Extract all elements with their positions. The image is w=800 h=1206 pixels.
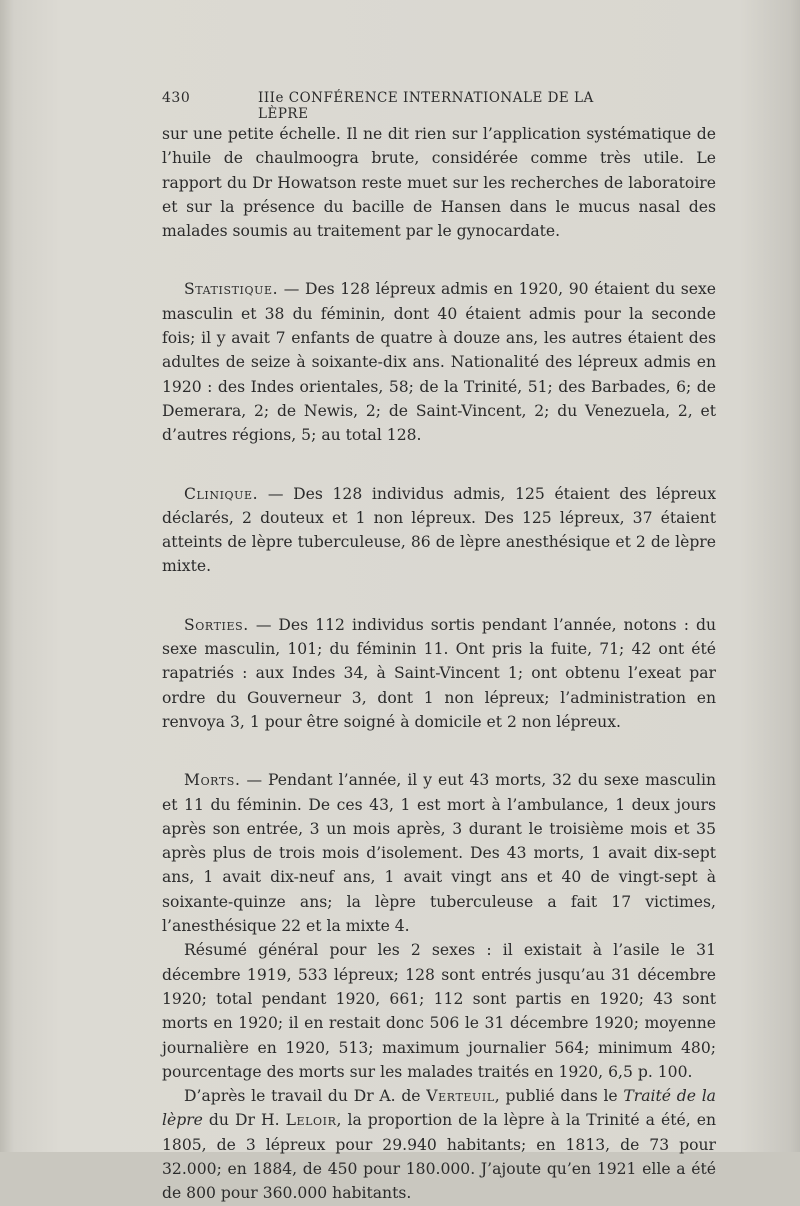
text-morts: — Pendant l’année, il y eut 43 morts, 32 du sexe masculin et 11 du féminin. De ces 43, 1 est mort à l’ambulance, 1 deux jours après son entrée, 3 un mois après, 3 durant le troisième mois et 35 après plus de trois mois d’isolement. Des 43 morts, 1 avait dix-sept ans, 1 avait dix-neuf ans, 1 avait vingt ans et 40 de vingt-sept à soixante-quinze ans; la lèpre tuberculeuse a fait 17 victimes, l’anesthésique 22 et la mixte 4. [162, 771, 716, 936]
paragraph-resume: Résumé général pour les 2 sexes : il existait à l’asile le 31 décembre 1919, 533 lépreux; 128 sont entrés jusqu’au 31 décembre 1920; total pendant 1920, 661; 112 sont partis en 1920; 43 sont morts en 1920; il en restait donc 506 le 31 décembre 1920; moyenne journalière en 1920, 513; maximum journalier 564; minimum 480; pourcentage des morts sur les malades traités en 1920, 6,5 p. 100. [162, 941, 716, 1081]
heading-morts: Morts. [184, 771, 241, 790]
text-sorties: — Des 112 individus sortis pendant l’année, notons : du sexe masculin, 101; du féminin 11. Ont pris la fuite, 71; 42 ont été rapatriés : aux Indes 34, à Saint-Vincent 1; ont obtenu l’exeat par ordre du Gouverneur 3, dont 1 non lépreux; l’administration en renvoya 3, 1 pour être soigné à domicile et 2 non lépreux. [162, 615, 716, 731]
dapres-part-3: du Dr H. [202, 1111, 286, 1130]
paragraph-statistique [162, 277, 716, 447]
running-title: IIIe CONFÉRENCE INTERNATIONALE DE LA LÈPRE [258, 90, 594, 122]
paragraph-clinique [162, 482, 716, 579]
dapres-part-1: D’après le travail du Dr A. de [184, 1087, 427, 1106]
paragraph-morts [162, 768, 716, 938]
body-text [162, 122, 716, 1206]
page-number: 430 [162, 90, 191, 106]
text-statistique: — Des 128 lépreux admis en 1920, 90 étaient du sexe masculin et 38 du féminin, dont 40 étaient admis pour la seconde fois; il y avait 7 enfants de quatre à douze ans, les autres étaient des adultes de seize à soixante-dix ans. Nationalité des lépreux admis en 1920 : des Indes orientales, 58; de la Trinité, 51; des Barbades, 6; de Demerara, 2; de Newis, 2; de Saint-Vincent, 2; du Venezuela, 2, et d’autres régions, 5; au total 128. [162, 280, 716, 445]
heading-sorties: Sorties. [184, 615, 249, 634]
paragraph-dapres [162, 1084, 716, 1205]
paragraph-sorties [162, 613, 716, 734]
dapres-part-2: , publié dans le [494, 1087, 624, 1106]
paragraph-continuation: sur une petite échelle. Il ne dit rien sur l’application systématique de l’huile de chaulmoogra brute, considérée comme très utile. Le rapport du Dr Howatson reste muet sur les recherches de laboratoire et sur la présence du bacille de Hansen dans le mucus nasal des malades soumis au traitement par le gynocardate. [162, 125, 716, 241]
heading-statistique: Statistique. [184, 280, 279, 299]
text-clinique: — Des 128 individus admis, 125 étaient des lépreux déclarés, 2 douteux et 1 non lépreux. Des 125 lépreux, 37 étaient atteints de lèpre tuberculeuse, 86 de lèpre anesthésique et 2 de lèpre mixte. [162, 484, 716, 576]
author-verteuil: Verteuil [426, 1087, 495, 1106]
author-leloir: Leloir [285, 1111, 337, 1130]
book-title: Traité de la lèpre [162, 1087, 716, 1130]
page-header [162, 90, 624, 122]
dapres-part-4: , la proportion de la lèpre à la Trinité a été, en 1805, de 3 lépreux pour 29.940 habitants; en 1813, de 73 pour 32.000; en 1884, de 450 pour 180.000. J’ajoute qu’en 1921 elle a été de 800 pour 360.000 habitants. [162, 1111, 716, 1203]
heading-clinique: Clinique. [184, 484, 259, 503]
